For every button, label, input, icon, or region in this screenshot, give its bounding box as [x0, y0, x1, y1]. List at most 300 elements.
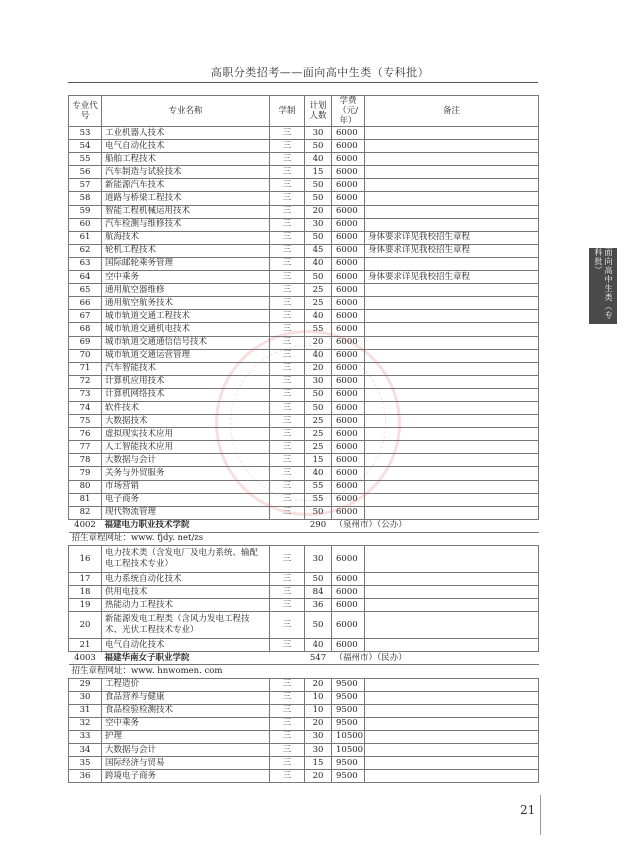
major-code: 18 — [69, 586, 102, 599]
study-years: 三 — [270, 192, 305, 205]
study-years: 三 — [270, 599, 305, 612]
major-code: 76 — [69, 428, 102, 441]
table-row — [69, 704, 539, 717]
major-name: 城市轨道交通运营管理 — [102, 349, 270, 362]
study-years: 三 — [270, 717, 305, 730]
study-years: 三 — [270, 770, 305, 783]
tuition-fee: 6000 — [332, 375, 365, 388]
tuition-fee: 6000 — [332, 284, 365, 297]
plan-count: 36 — [305, 599, 332, 612]
tuition-fee: 6000 — [332, 218, 365, 231]
plan-count: 84 — [305, 586, 332, 599]
major-name: 通用航空器维修 — [102, 284, 270, 297]
note — [365, 744, 539, 757]
major-code: 54 — [69, 140, 102, 153]
tuition-fee: 6000 — [332, 231, 365, 244]
study-years: 三 — [270, 467, 305, 480]
study-years: 三 — [270, 428, 305, 441]
note — [365, 297, 539, 310]
institution-code: 4002 — [69, 519, 102, 532]
major-name: 市场营销 — [102, 480, 270, 493]
study-years: 三 — [270, 310, 305, 323]
note — [365, 506, 539, 519]
tuition-fee: 6000 — [332, 349, 365, 362]
study-years: 三 — [270, 284, 305, 297]
plan-count: 20 — [305, 205, 332, 218]
note — [365, 323, 539, 336]
plan-count: 40 — [305, 153, 332, 166]
major-code: 68 — [69, 323, 102, 336]
study-years: 三 — [270, 297, 305, 310]
plan-count: 55 — [305, 480, 332, 493]
tuition-fee: 6000 — [332, 388, 365, 401]
table-row — [69, 506, 539, 519]
tuition-fee: 6000 — [332, 546, 365, 573]
plan-count: 50 — [305, 388, 332, 401]
table-row — [69, 454, 539, 467]
major-name: 虚拟现实技术应用 — [102, 428, 270, 441]
major-name: 食品营养与健康 — [102, 691, 270, 704]
major-name: 食品检验检测技术 — [102, 704, 270, 717]
major-code: 81 — [69, 493, 102, 506]
tuition-fee: 6000 — [332, 441, 365, 454]
note: 身体要求详见我校招生章程 — [365, 244, 539, 257]
tuition-fee: 6000 — [332, 454, 365, 467]
study-years: 三 — [270, 140, 305, 153]
plan-count: 55 — [305, 493, 332, 506]
plan-count: 30 — [305, 218, 332, 231]
note — [365, 441, 539, 454]
major-code: 57 — [69, 179, 102, 192]
plan-count: 15 — [305, 757, 332, 770]
major-code: 55 — [69, 153, 102, 166]
plan-count: 15 — [305, 454, 332, 467]
study-years: 三 — [270, 586, 305, 599]
major-name: 热能动力工程技术 — [102, 599, 270, 612]
plan-count: 30 — [305, 127, 332, 140]
institution-row — [69, 652, 539, 665]
plan-count: 40 — [305, 349, 332, 362]
tuition-fee: 6000 — [332, 401, 365, 414]
page-header-title: 高职分类招考——面向高中生类（专科批） — [210, 66, 430, 79]
major-code: 67 — [69, 310, 102, 323]
study-years: 三 — [270, 441, 305, 454]
note — [365, 179, 539, 192]
plan-count: 30 — [305, 375, 332, 388]
plan-count: 40 — [305, 467, 332, 480]
table-row — [69, 166, 539, 179]
major-code: 75 — [69, 415, 102, 428]
major-name: 空中乘务 — [102, 717, 270, 730]
note — [365, 546, 539, 573]
note — [365, 284, 539, 297]
note — [365, 127, 539, 140]
note — [365, 349, 539, 362]
major-name: 汽车检测与维修技术 — [102, 218, 270, 231]
tuition-fee: 6000 — [332, 166, 365, 179]
institution-code: 4003 — [69, 652, 102, 665]
note — [365, 192, 539, 205]
major-name: 大数据与会计 — [102, 454, 270, 467]
major-name: 智能工程机械运用技术 — [102, 205, 270, 218]
tuition-fee: 6000 — [332, 586, 365, 599]
plan-count: 40 — [305, 310, 332, 323]
major-code: 16 — [69, 546, 102, 573]
table-row — [69, 467, 539, 480]
table-row — [69, 493, 539, 506]
note — [365, 573, 539, 586]
tuition-fee: 6000 — [332, 493, 365, 506]
plan-count: 10 — [305, 704, 332, 717]
major-code: 30 — [69, 691, 102, 704]
header-note: 备注 — [365, 96, 539, 127]
table-row — [69, 586, 539, 599]
major-name: 电力技术类（含发电厂及电力系统、输配电工程技术专业） — [102, 546, 270, 573]
table-row — [69, 323, 539, 336]
major-code: 53 — [69, 127, 102, 140]
institution-row — [69, 519, 539, 532]
note — [365, 612, 539, 639]
major-code: 70 — [69, 349, 102, 362]
major-code: 65 — [69, 284, 102, 297]
tuition-fee: 6000 — [332, 127, 365, 140]
study-years: 三 — [270, 401, 305, 414]
note — [365, 153, 539, 166]
note — [365, 493, 539, 506]
institution-location: （福州市）（民办） — [332, 652, 539, 665]
plan-count: 25 — [305, 415, 332, 428]
plan-count: 20 — [305, 717, 332, 730]
note — [365, 218, 539, 231]
table-row — [69, 599, 539, 612]
major-name: 新能源发电工程类（含风力发电工程技术、光伏工程技术专业） — [102, 612, 270, 639]
major-code: 73 — [69, 388, 102, 401]
major-name: 大数据与会计 — [102, 744, 270, 757]
table-row — [69, 127, 539, 140]
major-code: 59 — [69, 205, 102, 218]
note — [365, 467, 539, 480]
institution-name: 福建电力职业技术学院 — [102, 519, 270, 532]
study-years: 三 — [270, 704, 305, 717]
table-row — [69, 612, 539, 639]
plan-count: 30 — [305, 546, 332, 573]
major-name: 空中乘务 — [102, 271, 270, 284]
major-code: 20 — [69, 612, 102, 639]
note — [365, 757, 539, 770]
table-row — [69, 179, 539, 192]
major-code: 66 — [69, 297, 102, 310]
note — [365, 454, 539, 467]
table-row — [69, 441, 539, 454]
note — [365, 770, 539, 783]
note: 身体要求详见我校招生章程 — [365, 271, 539, 284]
admission-site-url: 招生章程网址：www. hnwomen. com — [69, 665, 539, 678]
note — [365, 401, 539, 414]
footer-divider — [540, 795, 541, 835]
study-years: 三 — [270, 127, 305, 140]
major-code: 72 — [69, 375, 102, 388]
side-section-tab: 面向高中生类（专科批） — [589, 248, 617, 324]
study-years: 三 — [270, 257, 305, 270]
major-name: 现代物流管理 — [102, 506, 270, 519]
major-name: 电气自动化技术 — [102, 639, 270, 652]
institution-plan: 547 — [305, 652, 332, 665]
tuition-fee: 9500 — [332, 691, 365, 704]
major-code: 29 — [69, 678, 102, 691]
study-years: 三 — [270, 612, 305, 639]
major-code: 17 — [69, 573, 102, 586]
tuition-fee: 9500 — [332, 678, 365, 691]
note — [365, 691, 539, 704]
plan-count: 50 — [305, 231, 332, 244]
tuition-fee: 6000 — [332, 179, 365, 192]
table-row — [69, 336, 539, 349]
table-row — [69, 375, 539, 388]
major-name: 电气自动化技术 — [102, 140, 270, 153]
major-code: 62 — [69, 244, 102, 257]
tuition-fee: 6000 — [332, 336, 365, 349]
table-row — [69, 678, 539, 691]
table-row — [69, 192, 539, 205]
major-code: 19 — [69, 599, 102, 612]
table-row — [69, 284, 539, 297]
tuition-fee: 6000 — [332, 467, 365, 480]
table-row — [69, 573, 539, 586]
plan-count: 25 — [305, 428, 332, 441]
table-row — [69, 297, 539, 310]
major-code: 35 — [69, 757, 102, 770]
note — [365, 166, 539, 179]
plan-count: 50 — [305, 612, 332, 639]
note — [365, 717, 539, 730]
major-name: 计算机网络技术 — [102, 388, 270, 401]
table-body — [69, 127, 539, 783]
table-row — [69, 415, 539, 428]
study-years: 三 — [270, 757, 305, 770]
plan-count: 15 — [305, 166, 332, 179]
tuition-fee: 6000 — [332, 297, 365, 310]
plan-count: 50 — [305, 573, 332, 586]
tuition-fee: 6000 — [332, 153, 365, 166]
major-code: 80 — [69, 480, 102, 493]
major-name: 工程造价 — [102, 678, 270, 691]
plan-count: 25 — [305, 441, 332, 454]
major-name: 电子商务 — [102, 493, 270, 506]
note — [365, 336, 539, 349]
major-code: 58 — [69, 192, 102, 205]
note — [365, 310, 539, 323]
major-name: 城市轨道交通工程技术 — [102, 310, 270, 323]
major-name: 计算机应用技术 — [102, 375, 270, 388]
tuition-fee: 6000 — [332, 612, 365, 639]
plan-count: 40 — [305, 257, 332, 270]
plan-count: 50 — [305, 401, 332, 414]
major-name: 供用电技术 — [102, 586, 270, 599]
plan-count: 50 — [305, 271, 332, 284]
tuition-fee: 6000 — [332, 310, 365, 323]
major-name: 城市轨道交通机电技术 — [102, 323, 270, 336]
note — [365, 140, 539, 153]
study-years: 三 — [270, 205, 305, 218]
table-row — [69, 757, 539, 770]
plan-count: 25 — [305, 297, 332, 310]
table-row — [69, 480, 539, 493]
study-years: 三 — [270, 730, 305, 743]
study-years: 三 — [270, 480, 305, 493]
table-row — [69, 546, 539, 573]
study-years: 三 — [270, 271, 305, 284]
header-divider — [68, 82, 538, 83]
table-row — [69, 257, 539, 270]
note — [365, 428, 539, 441]
tuition-fee: 6000 — [332, 323, 365, 336]
major-name: 国际邮轮乘务管理 — [102, 257, 270, 270]
major-code: 34 — [69, 744, 102, 757]
table-row — [69, 218, 539, 231]
admissions-table — [68, 95, 539, 783]
major-name: 轮机工程技术 — [102, 244, 270, 257]
major-name: 汽车智能技术 — [102, 362, 270, 375]
plan-count: 20 — [305, 362, 332, 375]
plan-count: 20 — [305, 770, 332, 783]
major-code: 31 — [69, 704, 102, 717]
study-years: 三 — [270, 546, 305, 573]
study-years: 三 — [270, 153, 305, 166]
table-row — [69, 770, 539, 783]
admission-site-row — [69, 532, 539, 545]
tuition-fee: 6000 — [332, 599, 365, 612]
tuition-fee: 10500 — [332, 730, 365, 743]
major-name: 护理 — [102, 730, 270, 743]
study-years: 三 — [270, 573, 305, 586]
plan-count: 50 — [305, 192, 332, 205]
tuition-fee: 6000 — [332, 192, 365, 205]
table-row — [69, 205, 539, 218]
study-years: 三 — [270, 231, 305, 244]
table-row — [69, 140, 539, 153]
tuition-fee: 6000 — [332, 428, 365, 441]
tuition-fee: 6000 — [332, 205, 365, 218]
plan-count: 20 — [305, 678, 332, 691]
institution-plan: 290 — [305, 519, 332, 532]
tuition-fee: 6000 — [332, 271, 365, 284]
note — [365, 704, 539, 717]
major-name: 工业机器人技术 — [102, 127, 270, 140]
table-row — [69, 271, 539, 284]
note — [365, 375, 539, 388]
plan-count: 30 — [305, 730, 332, 743]
major-code: 60 — [69, 218, 102, 231]
major-name: 新能源汽车技术 — [102, 179, 270, 192]
table-row — [69, 362, 539, 375]
plan-count: 10 — [305, 691, 332, 704]
plan-count: 45 — [305, 244, 332, 257]
note — [365, 730, 539, 743]
tuition-fee: 6000 — [332, 257, 365, 270]
plan-count: 50 — [305, 140, 332, 153]
header-plan: 计划人数 — [305, 96, 332, 127]
major-code: 74 — [69, 401, 102, 414]
major-code: 78 — [69, 454, 102, 467]
table-row — [69, 691, 539, 704]
tuition-fee: 9500 — [332, 770, 365, 783]
study-years: 三 — [270, 493, 305, 506]
study-years: 三 — [270, 691, 305, 704]
major-name: 通用航空航务技术 — [102, 297, 270, 310]
study-years: 三 — [270, 349, 305, 362]
note — [365, 678, 539, 691]
table-row — [69, 401, 539, 414]
major-code: 69 — [69, 336, 102, 349]
plan-count: 20 — [305, 336, 332, 349]
admission-site-row — [69, 665, 539, 678]
table-row — [69, 717, 539, 730]
major-name: 跨境电子商务 — [102, 770, 270, 783]
major-name: 大数据技术 — [102, 415, 270, 428]
major-code: 33 — [69, 730, 102, 743]
tuition-fee: 9500 — [332, 757, 365, 770]
major-code: 64 — [69, 271, 102, 284]
major-code: 63 — [69, 257, 102, 270]
major-name: 国际经济与贸易 — [102, 757, 270, 770]
note — [365, 362, 539, 375]
major-name: 软件技术 — [102, 401, 270, 414]
study-years: 三 — [270, 454, 305, 467]
table-row — [69, 349, 539, 362]
page-number: 21 — [520, 803, 536, 817]
table-row — [69, 744, 539, 757]
note — [365, 205, 539, 218]
study-years: 三 — [270, 415, 305, 428]
note — [365, 480, 539, 493]
major-name: 航海技术 — [102, 231, 270, 244]
note — [365, 257, 539, 270]
note — [365, 586, 539, 599]
tuition-fee: 9500 — [332, 717, 365, 730]
header-system: 学制 — [270, 96, 305, 127]
major-code: 56 — [69, 166, 102, 179]
study-years: 三 — [270, 506, 305, 519]
tuition-fee: 6000 — [332, 639, 365, 652]
plan-count: 25 — [305, 284, 332, 297]
tuition-fee: 6000 — [332, 362, 365, 375]
major-name: 人工智能技术应用 — [102, 441, 270, 454]
study-years: 三 — [270, 744, 305, 757]
study-years: 三 — [270, 362, 305, 375]
institution-name: 福建华南女子职业学院 — [102, 652, 270, 665]
header-fee: 学费（元/年） — [332, 96, 365, 127]
institution-location: （泉州市）（公办） — [332, 519, 539, 532]
major-name: 道路与桥梁工程技术 — [102, 192, 270, 205]
table-row — [69, 730, 539, 743]
major-code: 36 — [69, 770, 102, 783]
table-row — [69, 388, 539, 401]
major-code: 32 — [69, 717, 102, 730]
study-years: 三 — [270, 336, 305, 349]
admission-site-url: 招生章程网址：www. fjdy. net/zs — [69, 532, 539, 545]
note — [365, 388, 539, 401]
major-code: 79 — [69, 467, 102, 480]
table-row — [69, 244, 539, 257]
major-code: 77 — [69, 441, 102, 454]
tuition-fee: 6000 — [332, 244, 365, 257]
plan-count: 50 — [305, 506, 332, 519]
table-row — [69, 639, 539, 652]
major-name: 汽车制造与试验技术 — [102, 166, 270, 179]
plan-count: 50 — [305, 179, 332, 192]
tuition-fee: 6000 — [332, 573, 365, 586]
plan-count: 55 — [305, 323, 332, 336]
